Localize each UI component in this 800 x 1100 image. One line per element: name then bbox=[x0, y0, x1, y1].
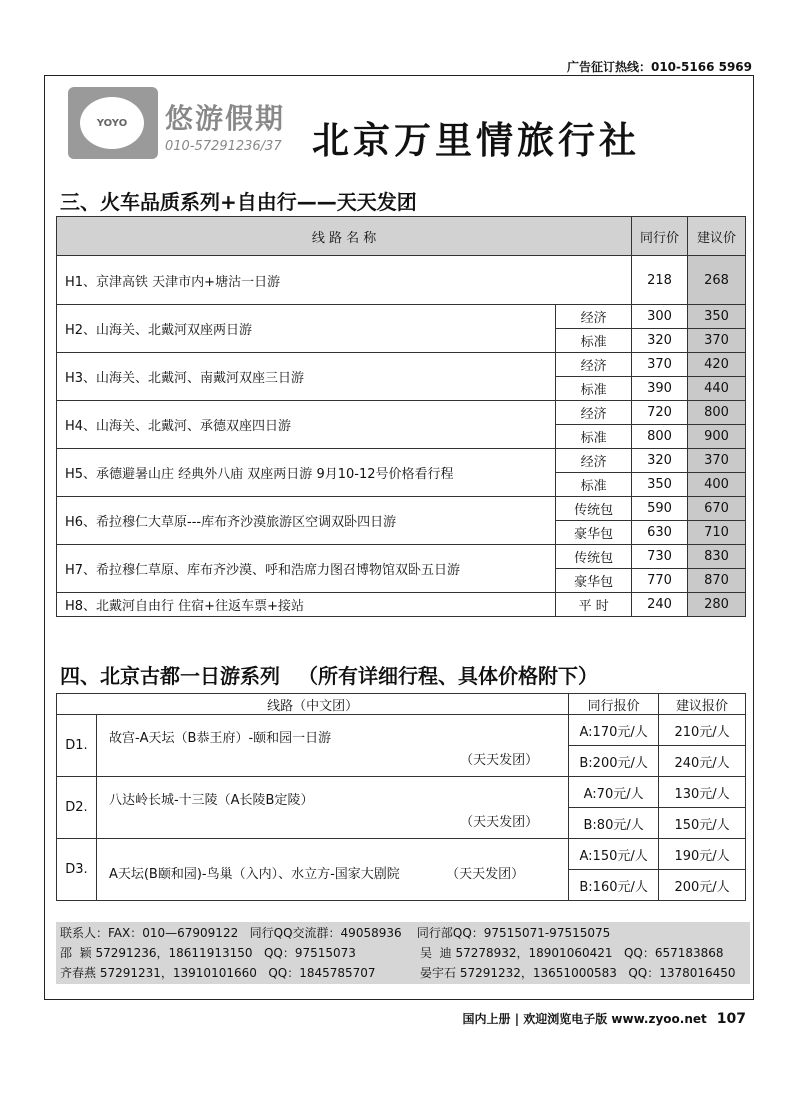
tour-route-text: A天坛(B颐和园)-鸟巢（入内）、水立方-国家大剧院 bbox=[108, 867, 400, 882]
package-type: 豪华包 bbox=[556, 569, 632, 593]
peer-price: 300 bbox=[632, 305, 688, 329]
package-type: 标准 bbox=[556, 377, 632, 401]
peer-price: A:170元/人 bbox=[569, 715, 659, 746]
peer-price: B:160元/人 bbox=[569, 870, 659, 901]
yoyo-logo bbox=[68, 87, 158, 159]
table-row bbox=[57, 256, 746, 305]
daily-departure: （天天发团） bbox=[446, 867, 525, 882]
peer-price: B:80元/人 bbox=[569, 808, 659, 839]
peer-price: 240 bbox=[632, 593, 688, 617]
route-name bbox=[57, 545, 556, 593]
tour-code: D1. bbox=[57, 715, 97, 777]
peer-price: 590 bbox=[632, 497, 688, 521]
suggested-price: 150元/人 bbox=[659, 808, 746, 839]
suggested-price: 900 bbox=[688, 425, 746, 449]
beijing-day-tour-table bbox=[56, 693, 746, 901]
suggested-price: 670 bbox=[688, 497, 746, 521]
peer-price-header: 同行价 bbox=[632, 217, 688, 256]
table-row bbox=[57, 449, 746, 473]
section4-title: 四、北京古都一日游系列 （所有详细行程、具体价格附下） bbox=[60, 664, 598, 688]
package-type: 经济 bbox=[556, 353, 632, 377]
package-type: 标准 bbox=[556, 425, 632, 449]
suggested-price: 800 bbox=[688, 401, 746, 425]
suggested-price: 830 bbox=[688, 545, 746, 569]
tour-route-text: 八达岭长城-十三陵（A长陵B定陵） bbox=[108, 793, 314, 808]
suggested-price: 130元/人 bbox=[659, 777, 746, 808]
daily-departure: （天天发团） bbox=[460, 753, 539, 768]
tour-route bbox=[96, 715, 568, 777]
package-type: 平 时 bbox=[556, 593, 632, 617]
suggested-price-header: 建议价 bbox=[688, 217, 746, 256]
suggested-price: 420 bbox=[688, 353, 746, 377]
suggested-price: 190元/人 bbox=[659, 839, 746, 870]
peer-price: 730 bbox=[632, 545, 688, 569]
route-name-text: H2、山海关、北戴河双座两日游 bbox=[65, 323, 253, 338]
ad-hotline: 广告征订热线：010-5166 5969 bbox=[566, 60, 752, 74]
peer-price: A:150元/人 bbox=[569, 839, 659, 870]
table-row bbox=[57, 497, 746, 521]
peer-price: 320 bbox=[632, 449, 688, 473]
suggested-price: 210元/人 bbox=[659, 715, 746, 746]
route-name: H1、京津高铁 天津市内+塘沽一日游 bbox=[57, 256, 632, 305]
route-name bbox=[57, 497, 556, 545]
suggested-price: 710 bbox=[688, 521, 746, 545]
contact-line: 联系人：FAX：010—67909122 同行QQ交流群：49058936 同行部QQ：97515071-97515075 bbox=[60, 926, 611, 940]
table-row bbox=[57, 545, 746, 569]
package-type: 经济 bbox=[556, 305, 632, 329]
suggested-price: 268 bbox=[688, 256, 746, 305]
peer-price: 218 bbox=[632, 256, 688, 305]
peer-price: B:200元/人 bbox=[569, 746, 659, 777]
peer-price: 390 bbox=[632, 377, 688, 401]
train-tour-table bbox=[56, 216, 746, 617]
table-header-row bbox=[57, 694, 746, 715]
peer-price: 770 bbox=[632, 569, 688, 593]
section3-title: 三、火车品质系列+自由行——天天发团 bbox=[60, 190, 417, 214]
package-type: 豪华包 bbox=[556, 521, 632, 545]
peer-price: 720 bbox=[632, 401, 688, 425]
route-header: 线路（中文团） bbox=[57, 694, 569, 715]
table-row bbox=[57, 401, 746, 425]
suggested-price: 240元/人 bbox=[659, 746, 746, 777]
suggested-price: 400 bbox=[688, 473, 746, 497]
package-type: 传统包 bbox=[556, 497, 632, 521]
route-name bbox=[57, 449, 556, 497]
table-row bbox=[57, 593, 746, 617]
daily-departure: （天天发团） bbox=[460, 815, 539, 830]
suggested-price: 370 bbox=[688, 449, 746, 473]
tour-route bbox=[96, 839, 568, 901]
peer-price: 350 bbox=[632, 473, 688, 497]
package-type: 标准 bbox=[556, 473, 632, 497]
route-name-text: H6、希拉穆仁大草原---库布齐沙漠旅游区空调双卧四日游 bbox=[65, 515, 397, 530]
suggested-price: 350 bbox=[688, 305, 746, 329]
package-type: 经济 bbox=[556, 449, 632, 473]
route-name: H8、北戴河自由行 住宿+往返车票+接站 bbox=[57, 593, 556, 617]
tour-route-text: 故宫-A天坛（B恭王府）-颐和园一日游 bbox=[108, 731, 332, 746]
peer-price: A:70元/人 bbox=[569, 777, 659, 808]
package-type: 传统包 bbox=[556, 545, 632, 569]
suggested-price: 440 bbox=[688, 377, 746, 401]
table-row bbox=[57, 715, 746, 746]
route-name-text: H5、承德避暑山庄 经典外八庙 双座两日游 9月10-12号价格看行程 bbox=[65, 467, 454, 482]
suggested-price: 370 bbox=[688, 329, 746, 353]
tour-code: D2. bbox=[57, 777, 97, 839]
peer-price: 800 bbox=[632, 425, 688, 449]
suggested-price: 200元/人 bbox=[659, 870, 746, 901]
route-header: 线 路 名 称 bbox=[57, 217, 632, 256]
table-row bbox=[57, 839, 746, 870]
peer-price-header: 同行报价 bbox=[569, 694, 659, 715]
package-type: 经济 bbox=[556, 401, 632, 425]
suggested-price: 280 bbox=[688, 593, 746, 617]
page-number: 107 bbox=[716, 1011, 746, 1027]
contact-person: 邵 颖 57291236，18611913150 QQ：97515073 bbox=[60, 946, 356, 960]
route-name-text: H4、山海关、北戴河、承德双座四日游 bbox=[65, 419, 292, 434]
contact-info bbox=[56, 922, 750, 984]
yoyo-fish-icon: YOYO bbox=[80, 97, 144, 149]
tour-code: D3. bbox=[57, 839, 97, 901]
suggested-price: 870 bbox=[688, 569, 746, 593]
route-name bbox=[57, 305, 556, 353]
brand-phone: 010-57291236/37 bbox=[165, 139, 282, 154]
table-row bbox=[57, 353, 746, 377]
peer-price: 630 bbox=[632, 521, 688, 545]
table-row bbox=[57, 305, 746, 329]
package-type: 标准 bbox=[556, 329, 632, 353]
route-name bbox=[57, 401, 556, 449]
contact-person: 吴 迪 57278932，18901060421 QQ：657183868 bbox=[420, 946, 724, 960]
contact-person: 齐春燕 57291231，13910101660 QQ：1845785707 bbox=[60, 966, 376, 980]
table-row bbox=[57, 777, 746, 808]
peer-price: 320 bbox=[632, 329, 688, 353]
route-name-text: H7、希拉穆仁草原、库布齐沙漠、呼和浩席力图召博物馆双卧五日游 bbox=[65, 563, 461, 578]
contact-person: 晏宇石 57291232，13651000583 QQ：1378016450 bbox=[420, 966, 736, 980]
tour-route bbox=[96, 777, 568, 839]
table-header-row bbox=[57, 217, 746, 256]
brand-name: 悠游假期 bbox=[165, 102, 286, 135]
route-name-text: H3、山海关、北戴河、南戴河双座三日游 bbox=[65, 371, 305, 386]
suggested-price-header: 建议报价 bbox=[659, 694, 746, 715]
peer-price: 370 bbox=[632, 353, 688, 377]
route-name bbox=[57, 353, 556, 401]
agency-name: 北京万里情旅行社 bbox=[312, 119, 640, 162]
page-footer: 国内上册 | 欢迎浏览电子版 www.zyoo.net 107 bbox=[462, 1011, 746, 1027]
